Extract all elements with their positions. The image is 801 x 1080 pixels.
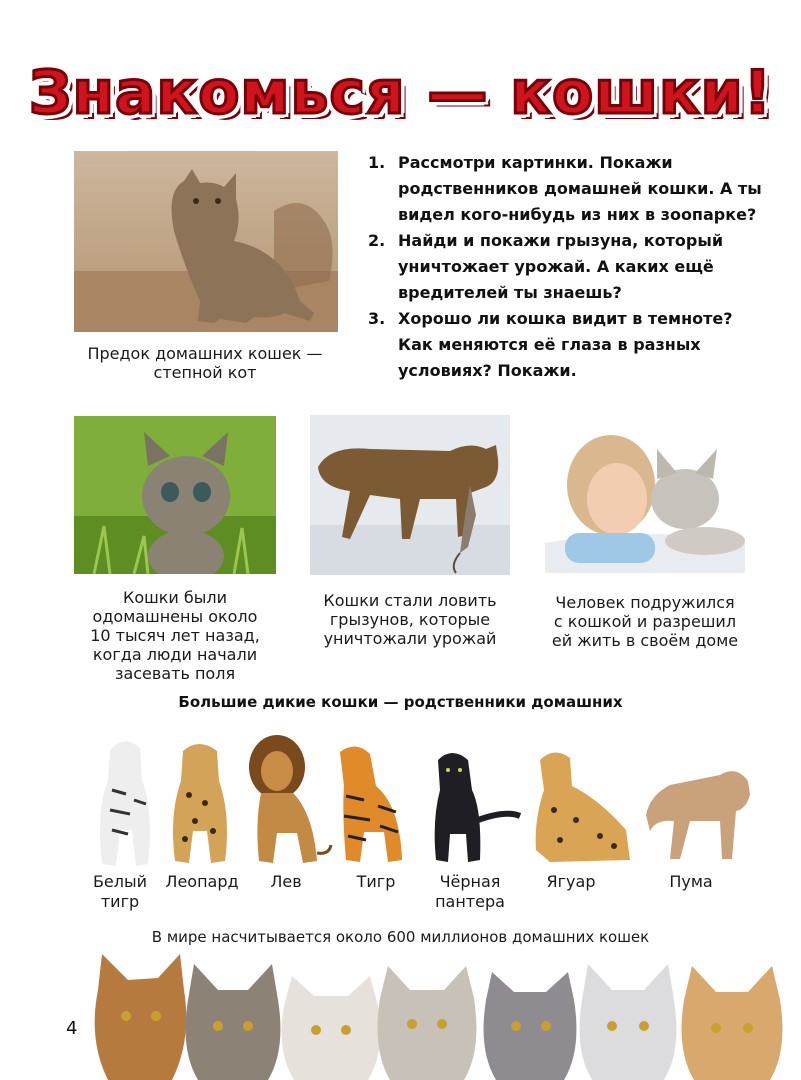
lion-image xyxy=(243,733,333,865)
label-line: пантера xyxy=(435,892,505,911)
label-line: тигр xyxy=(100,892,140,911)
wild-cat-label-jaguar xyxy=(536,872,606,892)
domestic-cats-fact: В мире насчитывается около 600 миллионов домашних кошек xyxy=(151,928,650,946)
caption-line: Человек подружился xyxy=(555,593,735,612)
question-number: 1. xyxy=(368,153,386,172)
caption-line: с кошкой и разрешил xyxy=(553,612,737,631)
caption-line: засевать поля xyxy=(114,664,236,683)
caption-line: Кошки были xyxy=(122,588,228,607)
label-line: Леопард xyxy=(165,872,239,891)
steppe-cat-caption xyxy=(60,344,350,382)
question-line: условиях? Покажи. xyxy=(398,361,577,380)
question-line: родственников домашней кошки. А ты xyxy=(398,179,762,198)
questions-list xyxy=(368,150,788,384)
question-item xyxy=(368,150,788,228)
leopard-image xyxy=(165,735,235,865)
wild-cat-label-puma xyxy=(660,872,722,892)
cat-with-rat-photo xyxy=(310,415,510,575)
caption-line: одомашнены около xyxy=(92,607,258,626)
question-line: Как меняются её глаза в разных xyxy=(398,335,701,354)
label-line: Чёрная xyxy=(439,872,501,891)
puma-image xyxy=(640,735,755,863)
caption-line: 10 тысяч лет назад, xyxy=(90,626,260,645)
question-item xyxy=(368,306,788,384)
question-number: 2. xyxy=(368,231,386,250)
cat-with-rat-caption xyxy=(296,591,524,648)
wild-cat-label-lion xyxy=(256,872,316,892)
tiger-image xyxy=(330,736,415,864)
girl-with-cat-caption xyxy=(532,593,758,650)
question-line: Найди и покажи грызуна, который xyxy=(398,231,724,250)
page-number: 4 xyxy=(66,1018,78,1039)
label-line: Лев xyxy=(270,872,302,891)
jaguar-image xyxy=(530,740,635,865)
question-line: уничтожает урожай. А каких ещё xyxy=(398,257,714,276)
page-title: Знакомься — кошки! xyxy=(28,58,773,128)
kitten-photo xyxy=(74,416,276,574)
wild-cat-label-leopard xyxy=(156,872,248,892)
label-line: Белый xyxy=(92,872,148,891)
label-line: Тигр xyxy=(356,872,396,891)
caption-line: Предок домашних кошек — xyxy=(87,344,323,363)
question-item xyxy=(368,228,788,306)
caption-line: ей жить в своём доме xyxy=(551,631,739,650)
question-line: видел кого-нибудь из них в зоопарке? xyxy=(398,205,757,224)
steppe-cat-photo xyxy=(74,151,338,332)
label-line: Пума xyxy=(669,872,713,891)
white-tiger-image xyxy=(90,730,160,870)
domestic-cats-strip xyxy=(88,950,801,1080)
caption-line: уничтожали урожай xyxy=(323,629,497,648)
wild-cat-label-tiger xyxy=(346,872,406,892)
caption-line: когда люди начали xyxy=(92,645,258,664)
wild-cats-heading: Большие дикие кошки — родственники домашних xyxy=(178,693,623,711)
wild-cat-label-white-tiger xyxy=(82,872,158,912)
caption-line: Кошки стали ловить xyxy=(323,591,497,610)
question-line: Хорошо ли кошка видит в темноте? xyxy=(398,309,733,328)
question-line: вредителей ты знаешь? xyxy=(398,283,622,302)
black-panther-image xyxy=(428,740,523,864)
question-number: 3. xyxy=(368,309,386,328)
caption-line: грызунов, которые xyxy=(329,610,491,629)
kitten-caption xyxy=(62,588,288,683)
question-line: Рассмотри картинки. Покажи xyxy=(398,153,673,172)
caption-line: степной кот xyxy=(153,363,257,382)
label-line: Ягуар xyxy=(546,872,596,891)
wild-cat-label-black-panther xyxy=(428,872,512,912)
girl-with-cat-photo xyxy=(545,415,745,573)
